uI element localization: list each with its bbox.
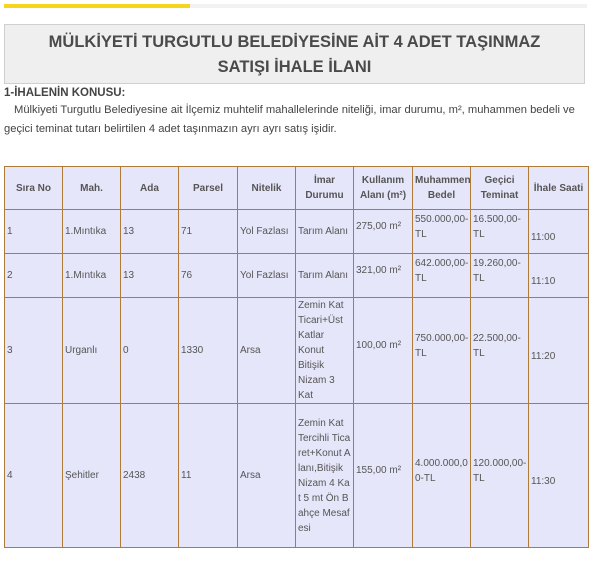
- cell-ada: 2438: [121, 404, 179, 548]
- cell-mah: 1.Mıntıka: [63, 210, 121, 254]
- table-header-row: [5, 167, 589, 210]
- title-line-1: MÜLKİYETİ TURGUTLU BELEDİYESİNE AİT 4 ADET TAŞINMAZ: [48, 33, 541, 51]
- cell-bedel: 4.000.000,00-TL: [413, 404, 471, 548]
- cell-teminat: 22.500,00-TL: [471, 298, 529, 404]
- cell-imar: Zemin Kat Tercihli Ticaret+Konut Alanı,Bitişik Nizam 4 Kat 5 mt Ön Bahçe Mesafesi: [296, 404, 354, 548]
- cell-ada: 13: [121, 254, 179, 298]
- cell-alan: 155,00 m²: [354, 404, 413, 548]
- header-gecici-teminat: Geçici Teminat: [471, 167, 529, 210]
- cell-nitelik: Yol Fazlası: [238, 254, 296, 298]
- table-row: [5, 298, 589, 404]
- cell-mah: Urganlı: [63, 298, 121, 404]
- header-kullanim-alani: Kullanım Alanı (m²): [354, 167, 413, 210]
- cell-teminat: 16.500,00-TL: [471, 210, 529, 254]
- progress-bar-fill: [4, 4, 190, 8]
- cell-mah: 1.Mıntıka: [63, 254, 121, 298]
- section-heading: 1-İHALENİN KONUSU:: [4, 87, 126, 99]
- header-ihale-saati: İhale Saati: [529, 167, 589, 210]
- auction-table: [4, 166, 589, 548]
- cell-saat: 11:00: [529, 210, 589, 254]
- header-muhammen-bedel: Muhammen Bedel: [413, 167, 471, 210]
- cell-imar: Zemin Kat Ticari+Üst Katlar Konut Bitişik Nizam 3 Kat: [296, 298, 354, 404]
- cell-bedel: 642.000,00-TL: [413, 254, 471, 298]
- title-line-2: SATIŞI İHALE İLANI: [217, 58, 372, 76]
- cell-imar: Tarım Alanı: [296, 210, 354, 254]
- cell-parsel: 11: [179, 404, 238, 548]
- cell-mah: Şehitler: [63, 404, 121, 548]
- header-ada: Ada: [121, 167, 179, 210]
- cell-parsel: 1330: [179, 298, 238, 404]
- cell-saat: 11:20: [529, 298, 589, 404]
- progress-bar: [4, 4, 587, 8]
- header-parsel: Parsel: [179, 167, 238, 210]
- cell-nitelik: Arsa: [238, 298, 296, 404]
- cell-ada: 13: [121, 210, 179, 254]
- table-row: [5, 254, 589, 298]
- cell-ada: 0: [121, 298, 179, 404]
- cell-imar: Tarım Alanı: [296, 254, 354, 298]
- table-row: [5, 210, 589, 254]
- header-mah: Mah.: [63, 167, 121, 210]
- header-sira-no: Sıra No: [5, 167, 63, 210]
- cell-teminat: 19.260,00-TL: [471, 254, 529, 298]
- cell-alan: 100,00 m²: [354, 298, 413, 404]
- page-title: [4, 24, 585, 84]
- table-row: [5, 404, 589, 548]
- cell-saat: 11:10: [529, 254, 589, 298]
- cell-bedel: 750.000,00-TL: [413, 298, 471, 404]
- cell-teminat: 120.000,00-TL: [471, 404, 529, 548]
- cell-sira: 4: [5, 404, 63, 548]
- cell-bedel: 550.000,00-TL: [413, 210, 471, 254]
- cell-parsel: 76: [179, 254, 238, 298]
- cell-nitelik: Arsa: [238, 404, 296, 548]
- cell-parsel: 71: [179, 210, 238, 254]
- header-nitelik: Nitelik: [238, 167, 296, 210]
- cell-sira: 3: [5, 298, 63, 404]
- cell-sira: 1: [5, 210, 63, 254]
- cell-alan: 275,00 m²: [354, 210, 413, 254]
- section-paragraph: Mülkiyeti Turgutlu Belediyesine ait İlçemiz muhtelif mahallelerinde niteliği, imar durumu, m², muhammen bedeli ve geçici teminat tutarı belirtilen 4 adet taşınmazın ayrı ayrı satış işidir.: [4, 104, 575, 135]
- cell-saat: 11:30: [529, 404, 589, 548]
- cell-alan: 321,00 m²: [354, 254, 413, 298]
- cell-sira: 2: [5, 254, 63, 298]
- header-imar-durumu: İmar Durumu: [296, 167, 354, 210]
- cell-nitelik: Yol Fazlası: [238, 210, 296, 254]
